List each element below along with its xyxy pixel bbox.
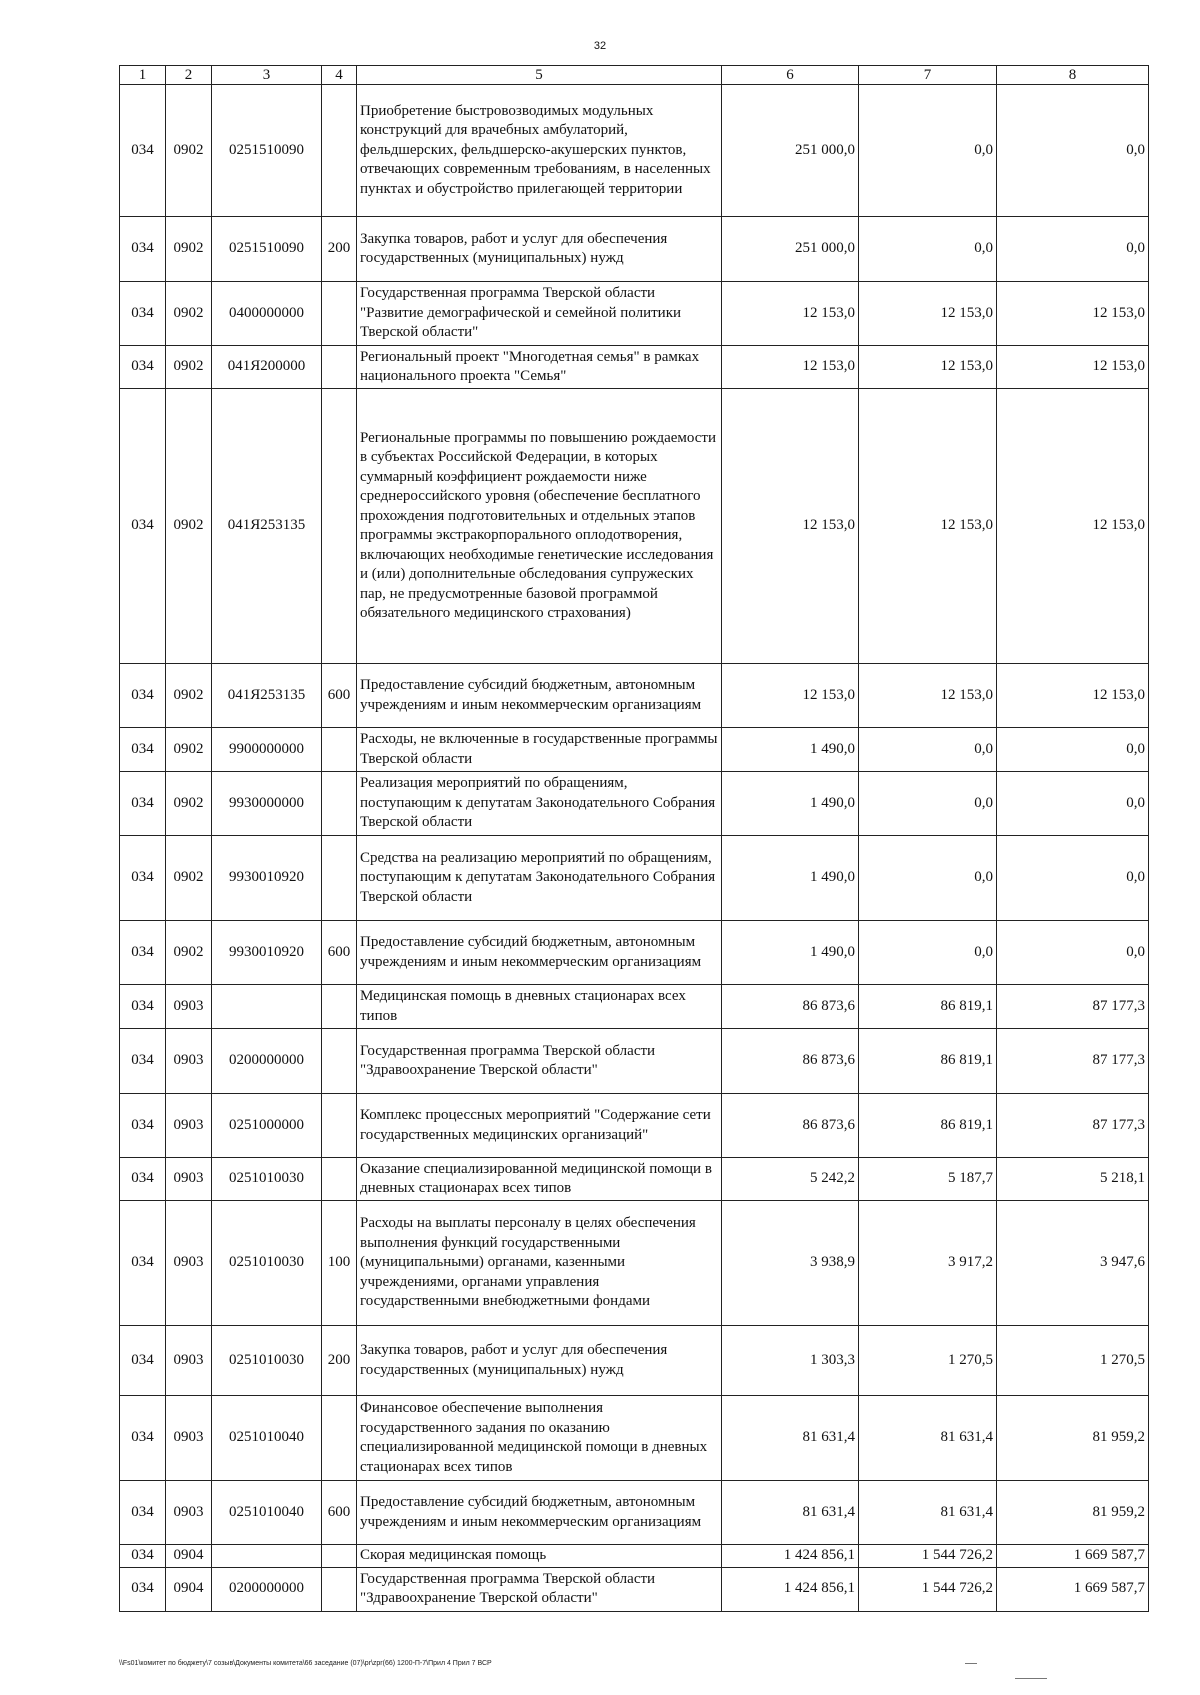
cell-target-article: [212, 1545, 322, 1568]
cell-expense-type: [322, 836, 357, 921]
cell-amount-year2: 5 187,7: [859, 1158, 997, 1201]
cell-amount-year3: 0,0: [997, 217, 1149, 282]
cell-target-article: 9930000000: [212, 772, 322, 836]
cell-expense-type: [322, 1567, 357, 1611]
cell-ministry: 034: [120, 1396, 166, 1481]
scan-artifact: [1015, 1678, 1047, 1679]
cell-ministry: 034: [120, 921, 166, 985]
cell-amount-year3: 87 177,3: [997, 1094, 1149, 1158]
cell-description: Медицинская помощь в дневных стационарах всех типов: [357, 985, 722, 1029]
cell-amount-year3: 0,0: [997, 921, 1149, 985]
cell-amount-year3: 1 270,5: [997, 1326, 1149, 1396]
column-header-1: 1: [120, 66, 166, 85]
cell-description: Закупка товаров, работ и услуг для обеспечения государственных (муниципальных) нужд: [357, 1326, 722, 1396]
cell-amount-year3: 5 218,1: [997, 1158, 1149, 1201]
cell-description: Средства на реализацию мероприятий по обращениям, поступающим к депутатам Законодательного Собрания Тверской области: [357, 836, 722, 921]
cell-ministry: 034: [120, 985, 166, 1029]
cell-amount-year3: 12 153,0: [997, 389, 1149, 664]
cell-section: 0903: [166, 1029, 212, 1094]
cell-target-article: 0200000000: [212, 1029, 322, 1094]
cell-amount-year2: 3 917,2: [859, 1201, 997, 1326]
cell-ministry: 034: [120, 1094, 166, 1158]
cell-section: 0903: [166, 1396, 212, 1481]
page-number: 32: [593, 40, 607, 52]
cell-target-article: 9930010920: [212, 921, 322, 985]
cell-description: Расходы, не включенные в государственные программы Тверской области: [357, 728, 722, 772]
cell-section: 0902: [166, 921, 212, 985]
cell-section: 0903: [166, 1481, 212, 1545]
table-row: [120, 985, 1149, 1029]
cell-ministry: 034: [120, 1567, 166, 1611]
cell-section: 0902: [166, 389, 212, 664]
cell-expense-type: [322, 85, 357, 217]
table-row: [120, 1201, 1149, 1326]
cell-ministry: 034: [120, 1326, 166, 1396]
cell-amount-year1: 81 631,4: [722, 1481, 859, 1545]
cell-amount-year3: 12 153,0: [997, 664, 1149, 728]
cell-description: Закупка товаров, работ и услуг для обеспечения государственных (муниципальных) нужд: [357, 217, 722, 282]
cell-expense-type: [322, 282, 357, 346]
cell-amount-year2: 12 153,0: [859, 346, 997, 389]
cell-amount-year1: 3 938,9: [722, 1201, 859, 1326]
cell-amount-year2: 81 631,4: [859, 1396, 997, 1481]
cell-amount-year1: 12 153,0: [722, 346, 859, 389]
budget-table: [119, 65, 1149, 1612]
table-row: [120, 1396, 1149, 1481]
cell-ministry: 034: [120, 1029, 166, 1094]
cell-target-article: 0251000000: [212, 1094, 322, 1158]
cell-amount-year1: 81 631,4: [722, 1396, 859, 1481]
cell-target-article: 0200000000: [212, 1567, 322, 1611]
cell-section: 0902: [166, 217, 212, 282]
cell-target-article: 0251010030: [212, 1158, 322, 1201]
cell-expense-type: [322, 1029, 357, 1094]
cell-expense-type: 600: [322, 664, 357, 728]
cell-expense-type: [322, 1158, 357, 1201]
table-row: [120, 836, 1149, 921]
cell-amount-year1: 1 490,0: [722, 836, 859, 921]
cell-amount-year2: 0,0: [859, 772, 997, 836]
cell-amount-year1: 1 490,0: [722, 921, 859, 985]
cell-description: Комплекс процессных мероприятий "Содержание сети государственных медицинских организаций": [357, 1094, 722, 1158]
cell-amount-year1: 86 873,6: [722, 1094, 859, 1158]
cell-section: 0903: [166, 1201, 212, 1326]
cell-target-article: 0251010040: [212, 1481, 322, 1545]
table-row: [120, 1545, 1149, 1568]
cell-expense-type: [322, 346, 357, 389]
cell-target-article: 0251010040: [212, 1396, 322, 1481]
cell-amount-year3: 81 959,2: [997, 1396, 1149, 1481]
cell-amount-year3: 87 177,3: [997, 1029, 1149, 1094]
cell-section: 0902: [166, 664, 212, 728]
cell-description: Предоставление субсидий бюджетным, автономным учреждениям и иным некоммерческим организациям: [357, 664, 722, 728]
cell-amount-year2: 0,0: [859, 921, 997, 985]
cell-amount-year3: 0,0: [997, 85, 1149, 217]
cell-amount-year1: 12 153,0: [722, 664, 859, 728]
cell-ministry: 034: [120, 836, 166, 921]
cell-target-article: [212, 985, 322, 1029]
cell-ministry: 034: [120, 1545, 166, 1568]
cell-amount-year3: 3 947,6: [997, 1201, 1149, 1326]
column-header-5: 5: [357, 66, 722, 85]
cell-amount-year1: 86 873,6: [722, 1029, 859, 1094]
cell-amount-year2: 12 153,0: [859, 664, 997, 728]
cell-section: 0902: [166, 346, 212, 389]
cell-amount-year3: 0,0: [997, 836, 1149, 921]
cell-description: Государственная программа Тверской области "Здравоохранение Тверской области": [357, 1029, 722, 1094]
cell-amount-year2: 1 270,5: [859, 1326, 997, 1396]
cell-ministry: 034: [120, 772, 166, 836]
cell-amount-year3: 0,0: [997, 728, 1149, 772]
cell-amount-year1: 86 873,6: [722, 985, 859, 1029]
cell-section: 0904: [166, 1545, 212, 1568]
cell-target-article: 9900000000: [212, 728, 322, 772]
column-header-8: 8: [997, 66, 1149, 85]
table-row: [120, 921, 1149, 985]
cell-target-article: 041Я200000: [212, 346, 322, 389]
cell-ministry: 034: [120, 389, 166, 664]
cell-section: 0902: [166, 282, 212, 346]
cell-amount-year3: 0,0: [997, 772, 1149, 836]
column-header-6: 6: [722, 66, 859, 85]
table-row: [120, 1481, 1149, 1545]
cell-amount-year2: 86 819,1: [859, 1029, 997, 1094]
table-row: [120, 772, 1149, 836]
cell-amount-year2: 86 819,1: [859, 1094, 997, 1158]
cell-expense-type: 600: [322, 921, 357, 985]
cell-section: 0903: [166, 1326, 212, 1396]
table-row: [120, 1158, 1149, 1201]
cell-ministry: 034: [120, 1481, 166, 1545]
column-header-2: 2: [166, 66, 212, 85]
table-row: [120, 1567, 1149, 1611]
cell-target-article: 0251510090: [212, 85, 322, 217]
cell-amount-year2: 81 631,4: [859, 1481, 997, 1545]
table-row: [120, 1029, 1149, 1094]
table-row: [120, 389, 1149, 664]
cell-section: 0902: [166, 772, 212, 836]
cell-section: 0903: [166, 985, 212, 1029]
cell-ministry: 034: [120, 664, 166, 728]
cell-target-article: 0251510090: [212, 217, 322, 282]
cell-amount-year1: 1 424 856,1: [722, 1545, 859, 1568]
cell-expense-type: 600: [322, 1481, 357, 1545]
cell-amount-year3: 1 669 587,7: [997, 1545, 1149, 1568]
cell-description: Оказание специализированной медицинской помощи в дневных стационарах всех типов: [357, 1158, 722, 1201]
cell-ministry: 034: [120, 282, 166, 346]
cell-expense-type: [322, 985, 357, 1029]
cell-amount-year1: 12 153,0: [722, 389, 859, 664]
cell-target-article: 041Я253135: [212, 389, 322, 664]
cell-amount-year3: 12 153,0: [997, 346, 1149, 389]
cell-expense-type: 200: [322, 217, 357, 282]
cell-target-article: 9930010920: [212, 836, 322, 921]
cell-description: Приобретение быстровозводимых модульных конструкций для врачебных амбулаторий, фельдшерских, фельдшерско-акушерских пунктов, отвечающих современным требованиям, в населенных пунктах и обустройство прилегающей территории: [357, 85, 722, 217]
cell-amount-year1: 1 424 856,1: [722, 1567, 859, 1611]
cell-expense-type: [322, 389, 357, 664]
cell-section: 0903: [166, 1094, 212, 1158]
cell-expense-type: [322, 1545, 357, 1568]
cell-amount-year1: 251 000,0: [722, 85, 859, 217]
cell-amount-year2: 12 153,0: [859, 282, 997, 346]
cell-ministry: 034: [120, 85, 166, 217]
cell-description: Финансовое обеспечение выполнения государственного задания по оказанию специализированной медицинской помощи в дневных стационарах всех типов: [357, 1396, 722, 1481]
cell-description: Реализация мероприятий по обращениям, поступающим к депутатам Законодательного Собрания Тверской области: [357, 772, 722, 836]
cell-amount-year2: 0,0: [859, 728, 997, 772]
footer-file-path: \\Fs01\комитет по бюджету\7 созыв\Документы комитета\66 заседание (07)\pr\zpr(66) 1200-П-7\Прил 4 Прил 7 ВСР: [119, 1660, 492, 1667]
cell-description: Государственная программа Тверской области "Здравоохранение Тверской области": [357, 1567, 722, 1611]
cell-expense-type: 100: [322, 1201, 357, 1326]
table-row: [120, 1094, 1149, 1158]
cell-amount-year2: 0,0: [859, 836, 997, 921]
column-header-3: 3: [212, 66, 322, 85]
cell-ministry: 034: [120, 728, 166, 772]
cell-section: 0904: [166, 1567, 212, 1611]
cell-target-article: 0251010030: [212, 1201, 322, 1326]
cell-description: Предоставление субсидий бюджетным, автономным учреждениям и иным некоммерческим организациям: [357, 1481, 722, 1545]
cell-description: Государственная программа Тверской области "Развитие демографической и семейной политики Тверской области": [357, 282, 722, 346]
table-row: [120, 728, 1149, 772]
column-header-7: 7: [859, 66, 997, 85]
table-row: [120, 346, 1149, 389]
cell-amount-year2: 12 153,0: [859, 389, 997, 664]
cell-amount-year1: 5 242,2: [722, 1158, 859, 1201]
cell-amount-year2: 0,0: [859, 217, 997, 282]
cell-target-article: 0251010030: [212, 1326, 322, 1396]
cell-expense-type: [322, 728, 357, 772]
cell-amount-year1: 1 303,3: [722, 1326, 859, 1396]
table-row: [120, 1326, 1149, 1396]
cell-amount-year2: 0,0: [859, 85, 997, 217]
cell-expense-type: [322, 1094, 357, 1158]
cell-description: Региональные программы по повышению рождаемости в субъектах Российской Федерации, в которых суммарный коэффициент рождаемости ниже среднероссийского уровня (обеспечение бесплатного прохождения подготовительных и отдельных этапов программы экстракорпорального оплодотворения, включающих необходимые генетические исследования и (или) дополнительные обследования супружеских пар, не предусмотренные базовой программой обязательного медицинского страхования): [357, 389, 722, 664]
cell-section: 0902: [166, 836, 212, 921]
cell-target-article: 041Я253135: [212, 664, 322, 728]
cell-amount-year3: 1 669 587,7: [997, 1567, 1149, 1611]
cell-description: Предоставление субсидий бюджетным, автономным учреждениям и иным некоммерческим организациям: [357, 921, 722, 985]
cell-description: Расходы на выплаты персоналу в целях обеспечения выполнения функций государственными (муниципальными) органами, казенными учреждениями, органами управления государственными внебюджетными фондами: [357, 1201, 722, 1326]
column-header-4: 4: [322, 66, 357, 85]
table-row: [120, 217, 1149, 282]
cell-amount-year1: 1 490,0: [722, 772, 859, 836]
table-row: [120, 85, 1149, 217]
cell-section: 0902: [166, 728, 212, 772]
cell-expense-type: 200: [322, 1326, 357, 1396]
scan-artifact: [965, 1663, 977, 1664]
cell-section: 0902: [166, 85, 212, 217]
cell-target-article: 0400000000: [212, 282, 322, 346]
cell-description: Скорая медицинская помощь: [357, 1545, 722, 1568]
cell-ministry: 034: [120, 1201, 166, 1326]
cell-ministry: 034: [120, 1158, 166, 1201]
cell-amount-year3: 81 959,2: [997, 1481, 1149, 1545]
table-row: [120, 282, 1149, 346]
cell-description: Региональный проект "Многодетная семья" в рамках национального проекта "Семья": [357, 346, 722, 389]
cell-amount-year2: 1 544 726,2: [859, 1545, 997, 1568]
cell-expense-type: [322, 1396, 357, 1481]
cell-expense-type: [322, 772, 357, 836]
cell-amount-year1: 12 153,0: [722, 282, 859, 346]
cell-amount-year3: 12 153,0: [997, 282, 1149, 346]
table-row: [120, 664, 1149, 728]
cell-ministry: 034: [120, 346, 166, 389]
cell-amount-year3: 87 177,3: [997, 985, 1149, 1029]
cell-amount-year1: 251 000,0: [722, 217, 859, 282]
cell-amount-year2: 1 544 726,2: [859, 1567, 997, 1611]
cell-ministry: 034: [120, 217, 166, 282]
cell-section: 0903: [166, 1158, 212, 1201]
cell-amount-year1: 1 490,0: [722, 728, 859, 772]
header-row: [120, 66, 1149, 85]
cell-amount-year2: 86 819,1: [859, 985, 997, 1029]
